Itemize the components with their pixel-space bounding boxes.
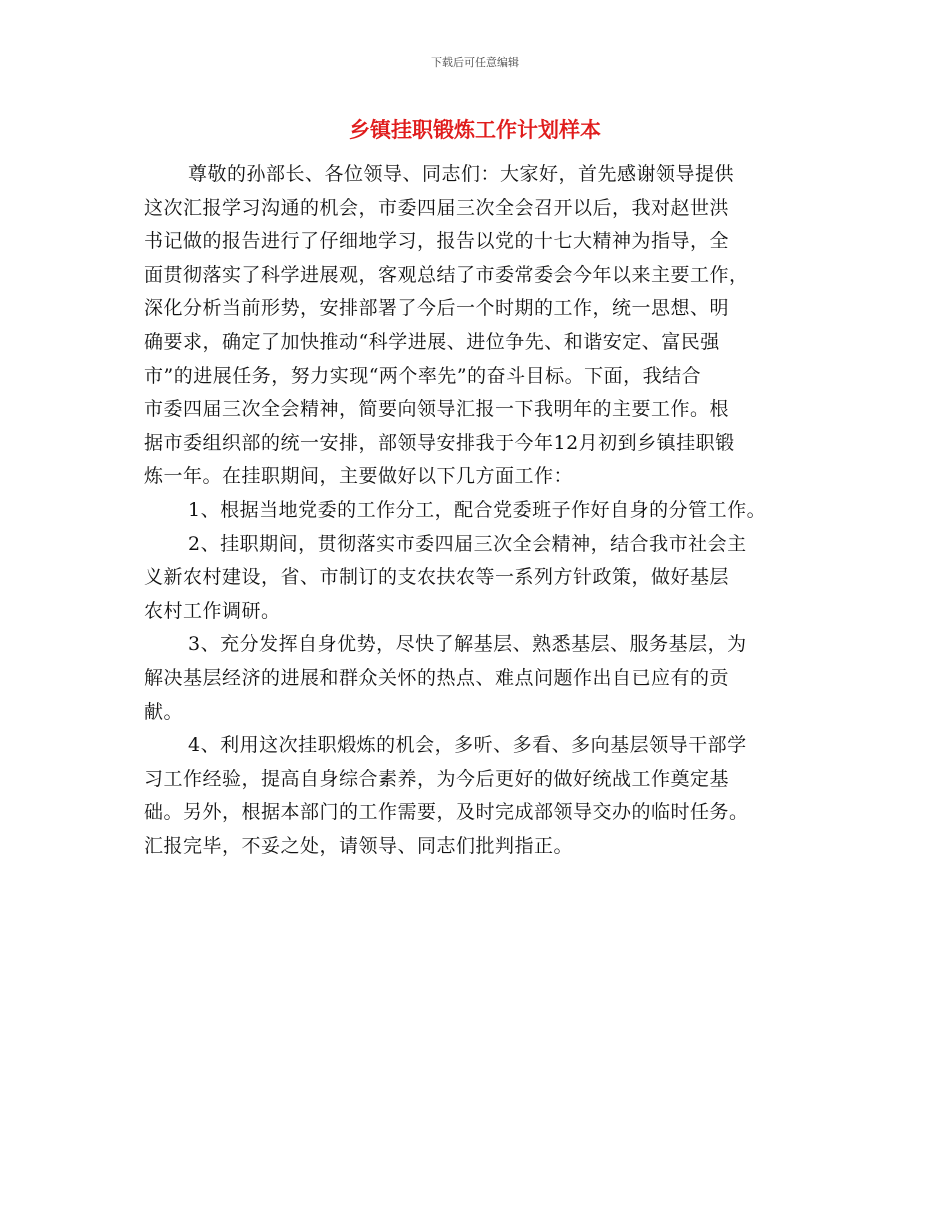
text-line: 汇报完毕，不妥之处，请领导、同志们批判指正。: [144, 834, 574, 857]
text-line: 习工作经验，提高自身综合素养，为今后更好的做好统战工作奠定基: [144, 767, 730, 790]
text-line: 4、利用这次挂职煅炼的机会，多听、多看、多向基层领导干部学: [188, 734, 747, 757]
text-line: 1、根据当地党委的工作分工，配合党委班子作好自身的分管工作。: [188, 498, 767, 521]
text-line: 确要求，确定了加快推动“科学进展、进位争先、和谐安定、富民强: [144, 330, 720, 353]
text-line: 农村工作调研。: [144, 599, 281, 622]
text-line: 尊敬的孙部长、各位领导、同志们：大家好，首先感谢领导提供: [188, 163, 735, 185]
document-title: 乡镇挂职锻炼工作计划样本: [349, 118, 601, 142]
text-line: 据市委组织部的统一安排，部领导安排我于今年12月初到乡镇挂职锻: [144, 431, 735, 454]
header-note: 下载后可任意编辑: [431, 56, 519, 69]
text-line: 深化分析当前形势，安排部署了今后一个时期的工作，统一思想、明: [144, 297, 730, 320]
text-line: 解决基层经济的进展和群众关怀的热点、难点问题作出自已应有的贡: [144, 666, 730, 689]
text-line: 2、挂职期间，贯彻落实市委四届三次全会精神，结合我市社会主: [188, 532, 747, 555]
text-line: 义新农村建设，省、市制订的支农扶农等一系列方针政策，做好基层: [144, 566, 730, 589]
text-line: 书记做的报告进行了仔细地学习，报告以党的十七大精神为指导，全: [144, 230, 730, 253]
text-line: 3、充分发挥自身优势，尽快了解基层、熟悉基层、服务基层，为: [188, 633, 747, 656]
text-line: 炼一年。在挂职期间，主要做好以下几方面工作：: [144, 465, 574, 488]
text-line: 础。另外，根据本部门的工作需要，及时完成部领导交办的临时任务。: [144, 801, 749, 824]
text-line: 这次汇报学习沟通的机会，市委四届三次全会召开以后，我对赵世洪: [144, 196, 730, 219]
text-line: 面贯彻落实了科学进展观，客观总结了市委常委会今年以来主要工作，: [144, 263, 749, 286]
text-line: 献。: [144, 700, 184, 723]
document-body: [144, 158, 812, 863]
text-line: 市”的进展任务，努力实现“两个率先”的奋斗目标。下面，我结合: [144, 364, 702, 387]
text-line: 市委四届三次全会精神，简要向领导汇报一下我明年的主要工作。根: [144, 398, 730, 421]
